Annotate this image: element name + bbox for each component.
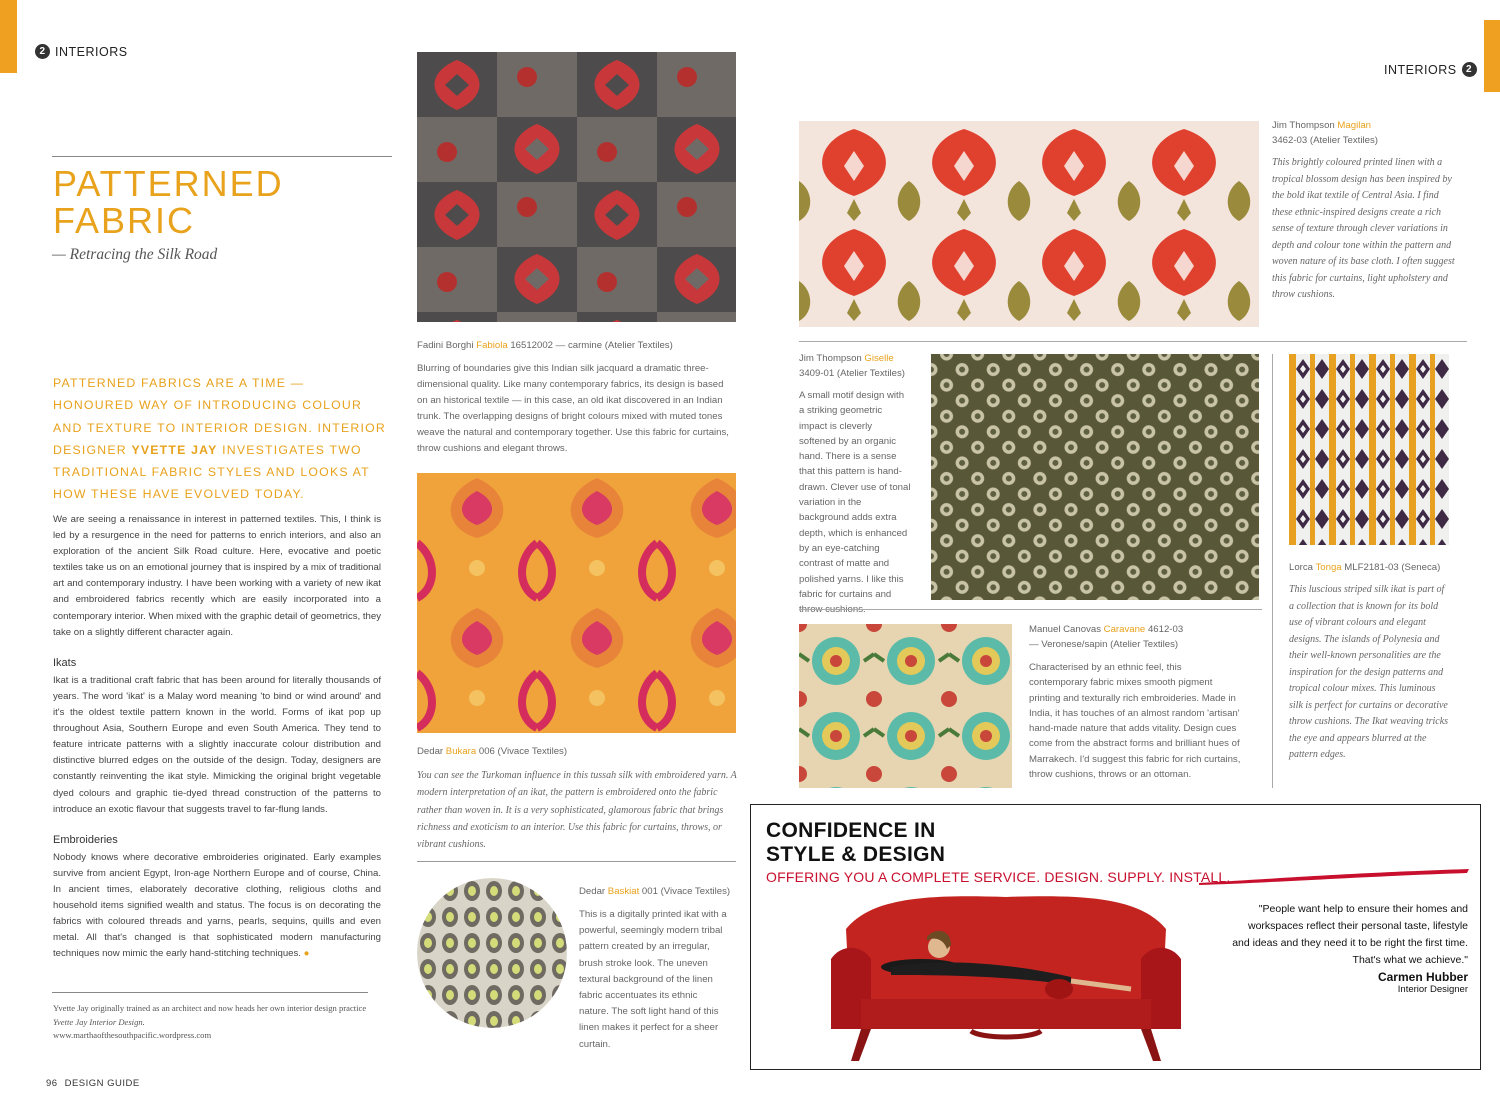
article-subtitle: — Retracing the Silk Road: [52, 246, 218, 263]
title-line-1: PATTERNED: [53, 163, 284, 204]
description-bukara: You can see the Turkoman influence in this tussah silk with embroidered yarn. A modern interpretation of an ikat, the pattern is embroidered onto the fabric rather than woven in. It is a very sophisticated, glamorous fabric that brings richness and exoticism to an interior. Use this fabric for curtains, throws, or vibrant cushions.: [417, 770, 737, 851]
left-section-header: [35, 44, 128, 59]
paragraph-ikats: Ikat is a traditional craft fabric that has been around for literally thousands of years. The word 'ikat' is a Malay word meaning 'to bind or wind around' and it's the oldest textile pattern known in the world. Forms of ikat pop up throughout Asia, Southern Europe and even South America. They tend to feature intricate patterns with a slightly inaccurate colour distribution and distinctive blurred edges on the outside of the design. Today, designers are constantly reinventing the ikat style. Mimicking the original bright vegetable dyed colours and graphic tie-dyed thread construction of the patterns to introduce an exotic flavour that suggests travel to far-flung lands.: [53, 674, 381, 815]
heading-ikats: Ikats: [53, 656, 77, 669]
description-fabiola: Blurring of boundaries give this Indian silk jacquard a dramatic three-dimensional quality. Like many contemporary fabrics, its design is based on an historical textile — in this case, an old ikat discovered in an Indian trunk. The overlapping designs of bright colours mixed with muted tones weave the natural and contemporary together. Use this fabric for curtains, throw cushions and elegant throws.: [417, 363, 729, 454]
ad-subheadline: OFFERING YOU A COMPLETE SERVICE. DESIGN. SUPPLY. INSTALL.: [766, 869, 1231, 885]
fabric-image-bukara: [417, 473, 736, 733]
end-mark-icon: ●: [303, 948, 310, 960]
fabric-name: Giselle: [864, 353, 894, 364]
right-page-tab: [1484, 20, 1500, 92]
description-caravane: Characterised by an ethnic feel, this contemporary fabric mixes smooth pigment printing and texturally rich embroideries. Made in India, it has touches of an almost random 'artisan' hand-made nature that adds vitality. Design cues come from the abstract forms and brilliant hues of Marrakech. I'd suggest this fabric for rich curtains, throw cushions, throws or an ottoman.: [1029, 662, 1241, 781]
left-page-tab: [0, 0, 17, 73]
bio-rule: [52, 992, 368, 993]
fabric-image-baskiat: [417, 878, 567, 1028]
article-title: [53, 165, 284, 239]
paragraph-intro: We are seeing a renaissance in interest in patterned textiles. This, I think is led by a resurgence in the need for patterns to enrich interiors, and also an exploration of the ancient Silk Road culture. Here, evocative and poetic textiles take us on an emotional journey that is inspired by a mix of traditional art and contemporary industry. I have been working with a variety of new ikat and embroidered fabrics recently which are easily incorporated into a contemporary interior. When mixed with the graphic detail of geometrics, they take on a slightly different character again.: [53, 514, 381, 638]
paragraph-embroideries: Nobody knows where decorative embroideries originated. Early examples survive from ancient Egypt, Iron-age Northern Europe and of course, China. In ancient times, elaborately decorative clothing, religious cloths and household items signified wealth and status. The focus is on decorating the fabrics with coloured threads and yarns, pearls, sequins, quills and even metal. All that's changed is that sophisticated modern manufacturing techniques now mimic the early hand-stitching techniques. ●: [53, 851, 381, 960]
section-label: INTERIORS: [55, 44, 128, 59]
description-tonga: This luscious striped silk ikat is part of a collection that is known for its bold use of vibrant colours and elegant designs. The islands of Polynesia and their well-known personalities are the inspiration for the design patterns and tropical colour mixes. This luminous silk is perfect for curtains or decorative throw cushions. The Ikat weaving tricks the eye and appears blurred at the pattern edges.: [1289, 584, 1449, 760]
fabric-name: Caravane: [1103, 624, 1146, 635]
description-baskiat: This is a digitally printed ikat with a powerful, seemingly modern tribal pattern created by an irregular, brush stroke look. The uneven textural background of the linen fabric accentuates its ethnic nature. The soft light hand of this linen makes it perfect for a sheer curtain.: [579, 909, 727, 1050]
caption-fabiola: Fadini Borghi Fabiola 16512002 — carmine (Atelier Textiles): [417, 340, 673, 351]
fabric-image-giselle: [931, 354, 1259, 600]
bio-text: Yvette Jay originally trained as an architect and now heads her own interior design practice: [53, 1003, 367, 1013]
caption-tonga: Lorca Tonga MLF2181-03 (Seneca): [1289, 562, 1441, 573]
fabric-name: Magilan: [1337, 120, 1372, 131]
intro-text-end: INVESTIGATES TWO TRADITIONAL FABRIC STYLES AND LOOKS AT HOW THESE HAVE EVOLVED TODAY.: [53, 442, 370, 502]
ad-testimonial-role: Interior Designer: [1397, 984, 1468, 995]
author-bio: [53, 1002, 373, 1043]
right-section-header: [1384, 62, 1477, 77]
title-line-2: FABRIC: [53, 200, 196, 241]
description-magilan: This brightly coloured printed linen with a tropical blossom design has been inspired by the bold ikat textile of Central Asia. I find these ethnic-inspired designs create a rich sense of texture through clever variations in depth and colour tone within the pattern and woven nature of its base cloth. I often suggest this fabric for curtains, light upholstery and throw cushions.: [1272, 157, 1455, 300]
section-label: INTERIORS: [1384, 62, 1457, 77]
article-intro: [53, 372, 389, 506]
bukara-rule: [417, 861, 736, 862]
description-giselle: A small motif design with a striking geometric impact is cleverly softened by an organic hand. There is a sense that this pattern is hand-drawn. Clever use of tonal variation in the background adds extra depth, which is enhanced by an eye-catching contrast of matte and polished yarns. I like this fabric for curtains and: [799, 390, 911, 600]
caption-giselle: Jim Thompson Giselle 3409-01 (Atelier Textiles): [799, 353, 905, 379]
fabric-image-caravane: [799, 624, 1012, 788]
fabric-name: Bukara: [445, 746, 477, 757]
fabric-image-fabiola: [417, 52, 736, 322]
ad-headline-line-1: CONFIDENCE IN: [766, 819, 936, 842]
fabric-name: Baskiat: [607, 886, 640, 897]
footer-label: DESIGN GUIDE: [64, 1078, 140, 1089]
page-number: 96: [46, 1078, 58, 1089]
ad-headline-line-2: STYLE & DESIGN: [766, 843, 946, 866]
designer-name: YVETTE JAY: [131, 442, 218, 457]
section-number-badge: 2: [35, 44, 50, 59]
article-body: [53, 512, 381, 962]
bio-url[interactable]: www.marthaofthesouthpacific.wordpress.com: [53, 1030, 212, 1040]
fabric-name: Tonga: [1315, 562, 1342, 573]
ad-testimonial-name: Carmen Hubber: [1377, 970, 1468, 984]
heading-embroideries: Embroideries: [53, 833, 118, 846]
fabric-image-tonga: [1289, 354, 1449, 545]
title-rule: [52, 156, 392, 157]
fabric-name: Fabiola: [476, 340, 508, 351]
ad-testimonial-quote: "People want help to ensure their homes and workspaces reflect their personal taste, lifestyle and ideas and they need it to be right the first time. That's what we achieve.": [1232, 903, 1468, 966]
magilan-rule: [799, 341, 1467, 342]
ad-headline: [766, 819, 945, 867]
column-divider: [1272, 354, 1273, 788]
fabric-image-magilan: [799, 121, 1259, 327]
caption-magilan: Jim Thompson Magilan 3462-03 (Atelier Textiles): [1272, 120, 1378, 146]
giselle-rule: [799, 609, 1262, 610]
caption-caravane: Manuel Canovas Caravane 4612-03 — Veronese/sapin (Atelier Textiles): [1029, 624, 1184, 650]
caption-baskiat: Dedar Baskiat 001 (Vivace Textiles): [579, 886, 731, 897]
advertisement-box[interactable]: [750, 804, 1481, 1070]
ad-photo-red-sofa: [831, 889, 1181, 1069]
page-footer: [46, 1078, 140, 1089]
red-brush-stroke: [1199, 867, 1471, 887]
intro-text: PATTERNED FABRICS ARE A TIME — HONOURED WAY OF INTRODUCING COLOUR AND TEXTURE TO INTERIOR DESIGN. INTERIOR DESIGNER: [53, 376, 386, 457]
caption-bukara: Dedar Bukara 006 (Vivace Textiles): [417, 746, 568, 757]
section-number-badge: 2: [1462, 62, 1477, 77]
bio-practice: Yvette Jay Interior Design.: [53, 1016, 145, 1027]
